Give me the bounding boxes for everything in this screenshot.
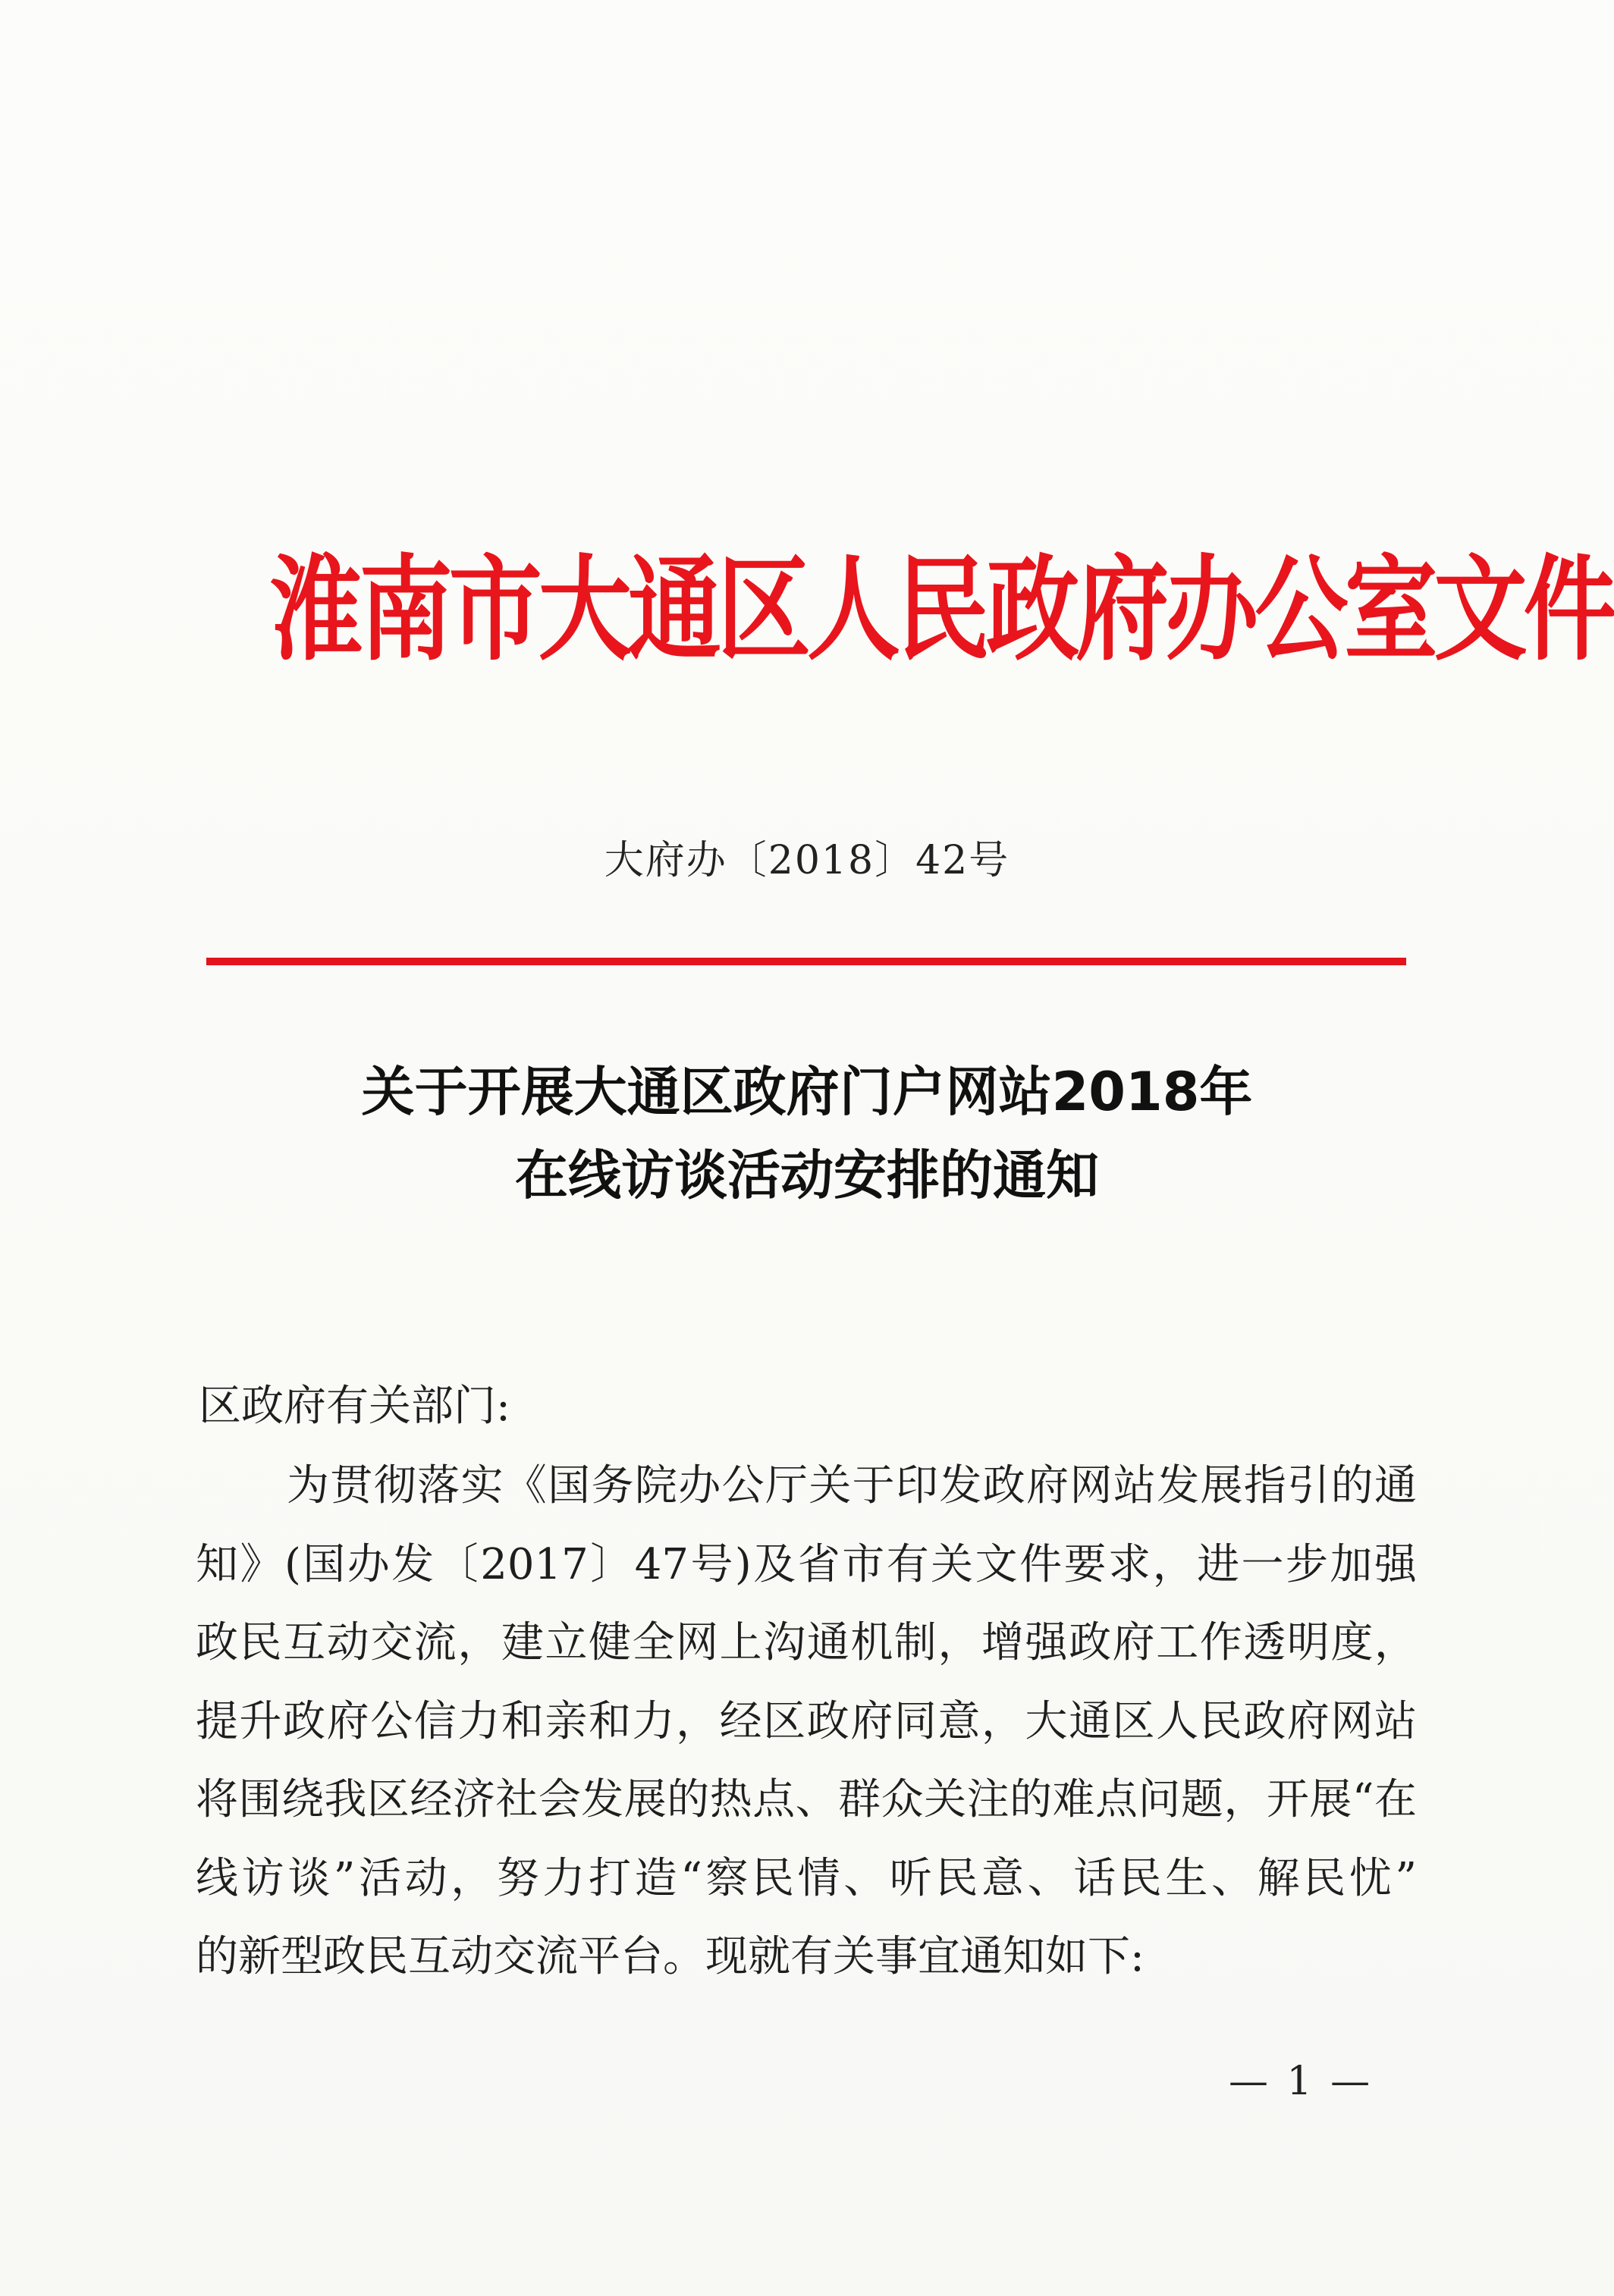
red-separator-line [206,958,1406,965]
issuing-authority-title: 淮南市大通区人民政府办公室文件 [269,544,1613,676]
body-line: 知》(国办发〔2017〕47号)及省市有关文件要求，进一步加强 [196,1539,1417,1589]
body-line: 线访谈”活动，努力打造“察民情、听民意、话民生、解民忧” [196,1853,1417,1903]
notice-title-line-1: 关于开展大通区政府门户网站2018年 [361,1061,1253,1123]
recipient-salutation: 区政府有关部门: [199,1382,510,1431]
document-number: 大府办〔2018〕42号 [604,838,1010,883]
body-paragraph [196,1447,1417,1996]
body-line: 政民互动交流，建立健全网上沟通机制，增强政府工作透明度， [196,1618,1417,1667]
notice-title-line-2: 在线访谈活动安排的通知 [515,1144,1099,1206]
notice-title [0,1050,1614,1217]
page-number: — 1 — [1229,2059,1374,2104]
body-line: 为贯彻落实《国务院办公厅关于印发政府网站发展指引的通 [287,1461,1417,1510]
body-line: 提升政府公信力和亲和力，经区政府同意，大通区人民政府网站 [196,1696,1417,1746]
body-line: 将围绕我区经济社会发展的热点、群众关注的难点问题，开展“在 [196,1775,1417,1824]
body-line: 的新型政民互动交流平台。现就有关事宜通知如下: [196,1932,1145,1981]
